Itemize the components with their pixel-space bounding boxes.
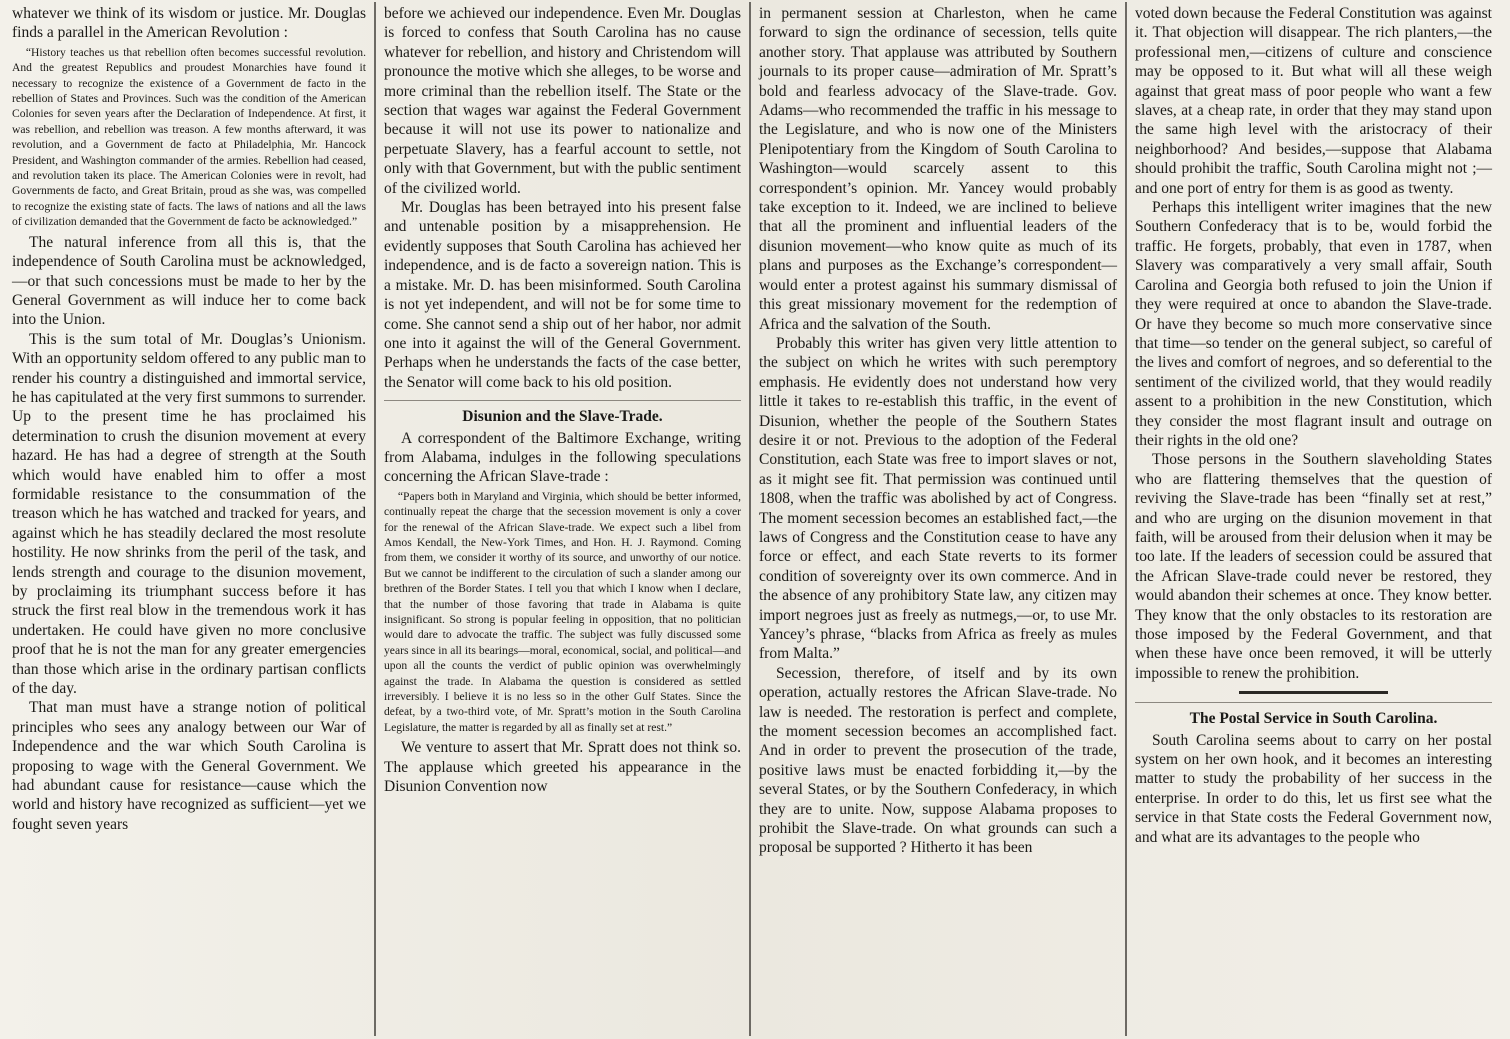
column-1: [4, 2, 376, 1036]
column-2: [376, 2, 751, 1036]
paragraph: The natural inference from all this is, that the independence of South Carolina must be acknowledged,—or that such concessions must be made to her by the General Government as will induce her to come back into the Union.: [12, 233, 366, 329]
block-quote: “History teaches us that rebellion often becomes successful revolution. And the greatest Republics and proudest Monarchies have found it necessary to recognize the existence of a Government de facto in the rebellion of States and Provinces. Such was the condition of the American Colonies for seven years after the Declaration of Independence. At first, it was rebellion, and rebellion was treason. A few months afterward, it was revolution, and a Government de facto at Philadelphia, Mr. Hancock President, and Washington commander of the armies. Rebellion had ceased, and revolution taken its place. The American Colonies were in revolt, had Governments de facto, and Great Britain, proud as she was, was compelled to recognize the existing state of facts. The laws of nations and all the laws of civilization demanded that the Government de facto be acknowledged.”: [12, 45, 366, 229]
paragraph: Those persons in the Southern slaveholding States who are flattering themselves that the question of reviving the Slave-trade has been “finally set at rest,” and who are urging on the disunion movement in that faith, will be aroused from their delusion when it may be too late. If the leaders of secession could be assured that the African Slave-trade could never be restored, they would abandon their schemes at once. They know better. They know that the only obstacles to its restoration are those imposed by the Federal Government, and that when these have once been removed, it will be utterly impossible to renew the prohibition.: [1135, 451, 1492, 682]
column-3: [751, 2, 1127, 1036]
paragraph: This is the sum total of Mr. Douglas’s Unionism. With an opportunity seldom offered to any public man to render his country a distinguished and immortal service, he has capitulated at the very first summons to surrender. Up to the present time he has proclaimed his determination to crush the disunion movement at every hazard. He has had a degree of strength at the South which would have enabled him to offer a most formidable resistance to the consummation of the treason which he has watched and tracked for years, and against which he has steadily declared the most resolute hostility. He now shrinks from the peril of the task, and lends strength and courage to the disunion movement, by proclaiming its triumphant success before it has struck the first real blow in the tremendous work it has undertaken. He could have given no more conclusive proof that he is not the man for any greater emergencies than those which arise in the ordinary partisan conflicts of the day.: [12, 330, 366, 698]
thin-rule: [1135, 702, 1492, 703]
paragraph: That man must have a strange notion of political principles who sees any analogy between our War of Independence and the war which South Carolina is proposing to wage with the General Government. We had abundant cause for resistance—cause which the world and history have recognized as sufficient—yet we fought seven years: [12, 699, 366, 833]
paragraph: A correspondent of the Baltimore Exchange, writing from Alabama, indulges in the following speculations concerning the African Slave-trade :: [384, 429, 741, 486]
section-divider: [1239, 691, 1389, 694]
paragraph: before we achieved our independence. Even Mr. Douglas is forced to confess that South Carolina has no cause whatever for rebellion, and history and Christendom will pronounce the motive which she alleges, to be worse and more criminal than the rebellion itself. The State or the section that wages war against the Federal Government because it will not use its power to nationalize and perpetuate Slavery, has a fearful account to settle, not only with that Government, but with the public sentiment of the civilized world.: [384, 5, 741, 197]
column-4: [1127, 2, 1500, 1036]
paragraph: Perhaps this intelligent writer imagines that the new Southern Confederacy that is to be, would forbid the traffic. He forgets, probably, that even in 1787, when Slavery was comparatively a very small affair, South Carolina and Georgia both refused to join the Union if they were required at once to abandon the Slave-trade. Or have they become so much more conservative since that time—so tender on the general subject, so careful of the lives and comfort of negroes, and so deferential to the sentiment of the civilized world, that they would readily assent to a prohibition in the new Constitution, which they consider the most flagrant insult and outrage on their rights in the old one?: [1135, 199, 1492, 449]
paragraph: Mr. Douglas has been betrayed into his present false and untenable position by a misapprehension. He evidently supposes that South Carolina has achieved her independence, and is de facto a sovereign nation. This is a mistake. Mr. D. has been misinformed. South Carolina is not yet independent, and will not be for some time to come. She cannot send a ship out of her habor, nor admit one into it against the will of the General Government. Perhaps when he understands the facts of the case better, the Senator will come back to his old position.: [384, 199, 741, 391]
article-heading: The Postal Service in South Carolina.: [1189, 710, 1438, 728]
article-heading: Disunion and the Slave-Trade.: [462, 408, 663, 426]
paragraph: South Carolina seems about to carry on her postal system on her own hook, and it becomes an interesting matter to study the probability of her success in the enterprise. In order to do this, let us first see what the service in that State costs the Federal Government now, and what are its advantages to the people who: [1135, 731, 1492, 846]
paragraph: voted down because the Federal Constitution was against it. That objection will disappear. The rich planters,—the professional men,—citizens of culture and conscience may be opposed to it. But what will all these weigh against that great mass of poor people who want a few slaves, at a cheap rate, in order that they may stand upon the same high level with the aristocracy of their neighborhood? And besides,—suppose that Alabama should prohibit the traffic, South Carolina might not ;—and one port of entry for them is as good as twenty.: [1135, 5, 1492, 197]
paragraph: We venture to assert that Mr. Spratt does not think so. The applause which greeted his appearance in the Disunion Convention now: [384, 739, 741, 796]
paragraph: Secession, therefore, of itself and by its own operation, actually restores the African Slave-trade. No law is needed. The restoration is perfect and complete, the moment secession becomes an accomplished fact. And in order to prevent the prosecution of the trade, positive laws must be enacted forbidding it,—by the several States, or by the Southern Confederacy, in which they are to unite. Now, suppose Alabama proposes to prohibit the Slave-trade. On what grounds can such a proposal be supported ? Hitherto it has been: [759, 664, 1117, 857]
paragraph: Probably this writer has given very little attention to the subject on which he writes with such peremptory emphasis. He evidently does not understand how very little it takes to re-establish this traffic, in the event of Disunion, whether the people of the Southern States desire it or not. Previous to the adoption of the Federal Constitution, each State was free to import slaves or not, as it might see fit. That permission was continued until 1808, when the traffic was abolished by act of Congress. The moment secession becomes an established fact,—the laws of Congress and the Constitution cease to have any force or effect, and each State reverts to its former condition of sovereignty over its own commerce. And in the absence of any prohibitory State law, any citizen may import negroes just as freely as nutmegs,—or, to use Mr. Yancey’s phrase, “blacks from Africa as freely as mules from Malta.”: [759, 334, 1117, 663]
paragraph: whatever we think of its wisdom or justice. Mr. Douglas finds a parallel in the American Revolution :: [12, 5, 366, 42]
section-divider: [384, 400, 741, 401]
paragraph: in permanent session at Charleston, when he came forward to sign the ordinance of secession, tells quite another story. That applause was attributed by Southern journals to its proper cause—admiration of Mr. Spratt’s bold and fearless advocacy of the Slave-trade. Gov. Adams—who recommended the traffic in his message to the Legislature, and who is now one of the Ministers Plenipotentiary from the Kingdom of South Carolina to Washington—would scarcely assent to this correspondent’s opinion. Mr. Yancey would probably take exception to it. Indeed, we are inclined to believe that all the prominent and influential leaders of the disunion movement—who know quite as much of its plans and purposes as the Exchange’s correspondent—would enter a protest against his summary dismissal of this great missionary movement for the redemption of Africa and the salvation of the South.: [759, 5, 1117, 333]
block-quote: “Papers both in Maryland and Virginia, which should be better informed, continually repeat the charge that the secession movement is only a cover for the renewal of the African Slave-trade. We expect such a libel from Amos Kendall, the New-York Times, and Hon. H. J. Raymond. Coming from them, we consider it worthy of its source, and unworthy of our notice. But we cannot be indifferent to the circulation of such a slander among our brethren of the Border States. I tell you that which I know when I declare, that the number of those favoring that trade in Alabama is quite insignificant. So strong is popular feeling in opposition, that no politician would dare to advocate the traffic. The subject was fully discussed some years since in all its bearings—moral, economical, social, and political—and upon all the counts the verdict of public opinion was overwhelmingly against the trade. In Alabama the question is considered as settled irreversibly. I believe it is no less so in the other Gulf States. Since the defeat, by a two-third vote, of Mr. Spratt’s motion in the South Carolina Legislature, the matter is regarded by all as finally set at rest.”: [384, 489, 741, 734]
